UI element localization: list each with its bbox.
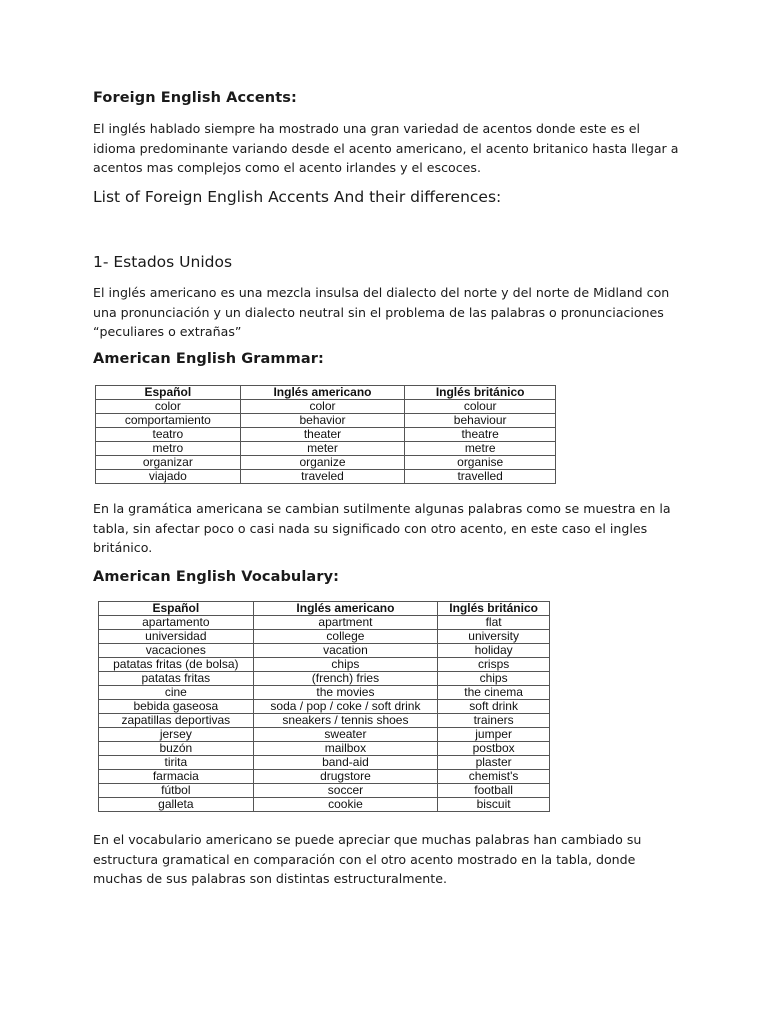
- table-cell: zapatillas deportivas: [99, 714, 254, 728]
- table-cell: theater: [240, 428, 405, 442]
- column-header: Inglés americano: [253, 602, 438, 616]
- table-cell: color: [96, 400, 241, 414]
- table-cell: chemist's: [438, 770, 550, 784]
- table-row: [99, 700, 550, 714]
- table-cell: universidad: [99, 630, 254, 644]
- table-cell: organizar: [96, 456, 241, 470]
- table-cell: college: [253, 630, 438, 644]
- table-cell: patatas fritas (de bolsa): [99, 658, 254, 672]
- section-paragraph: El inglés americano es una mezcla insulsa del dialecto del norte y del norte de Midland con una pronunciación y un dialecto neutral sin el problema de las palabras o pronunciaciones “peculiares o extrañas”: [93, 285, 670, 339]
- table-row: [99, 770, 550, 784]
- vocabulary-paragraph: En el vocabulario americano se puede apreciar que muchas palabras han cambiado su estructura gramatical en comparación con el otro acento mostrado en la tabla, donde muchas de sus palabras son distintas estructuralmente.: [93, 832, 642, 886]
- table-row: [96, 470, 556, 484]
- table-cell: viajado: [96, 470, 241, 484]
- table-cell: travelled: [405, 470, 556, 484]
- table-row: [99, 616, 550, 630]
- table-cell: the movies: [253, 686, 438, 700]
- table-row: [99, 644, 550, 658]
- column-header: Inglés británico: [405, 386, 556, 400]
- table-row: [99, 798, 550, 812]
- table-cell: patatas fritas: [99, 672, 254, 686]
- table-cell: drugstore: [253, 770, 438, 784]
- table-cell: soccer: [253, 784, 438, 798]
- column-header: Español: [99, 602, 254, 616]
- grammar-table-header: [96, 386, 556, 400]
- section-title-estados-unidos: 1- Estados Unidos: [93, 253, 233, 271]
- table-cell: soft drink: [438, 700, 550, 714]
- page-title: Foreign English Accents:: [93, 90, 297, 106]
- table-cell: band-aid: [253, 756, 438, 770]
- table-cell: behaviour: [405, 414, 556, 428]
- table-cell: chips: [438, 672, 550, 686]
- table-cell: soda / pop / coke / soft drink: [253, 700, 438, 714]
- table-cell: flat: [438, 616, 550, 630]
- table-cell: football: [438, 784, 550, 798]
- grammar-table: [95, 385, 556, 484]
- table-cell: cine: [99, 686, 254, 700]
- table-row: [96, 414, 556, 428]
- table-row: [96, 456, 556, 470]
- table-cell: theatre: [405, 428, 556, 442]
- table-cell: biscuit: [438, 798, 550, 812]
- column-header: Inglés americano: [240, 386, 405, 400]
- table-cell: traveled: [240, 470, 405, 484]
- table-cell: apartment: [253, 616, 438, 630]
- table-cell: metre: [405, 442, 556, 456]
- table-cell: color: [240, 400, 405, 414]
- table-cell: holiday: [438, 644, 550, 658]
- table-cell: jumper: [438, 728, 550, 742]
- table-cell: trainers: [438, 714, 550, 728]
- grammar-paragraph: En la gramática americana se cambian sutilmente algunas palabras como se muestra en la tabla, sin afectar poco o casi nada su significado con otro acento, en este caso el ingles británico.: [93, 501, 671, 555]
- table-cell: the cinema: [438, 686, 550, 700]
- table-row: [96, 400, 556, 414]
- table-cell: vacation: [253, 644, 438, 658]
- table-cell: postbox: [438, 742, 550, 756]
- table-cell: vacaciones: [99, 644, 254, 658]
- table-row: [99, 658, 550, 672]
- table-row: [96, 442, 556, 456]
- table-cell: tirita: [99, 756, 254, 770]
- column-header: Español: [96, 386, 241, 400]
- table-cell: organize: [240, 456, 405, 470]
- table-cell: fútbol: [99, 784, 254, 798]
- table-cell: meter: [240, 442, 405, 456]
- table-cell: behavior: [240, 414, 405, 428]
- table-cell: mailbox: [253, 742, 438, 756]
- table-cell: colour: [405, 400, 556, 414]
- vocabulary-table: [98, 601, 550, 812]
- column-header: Inglés británico: [438, 602, 550, 616]
- table-cell: organise: [405, 456, 556, 470]
- table-cell: farmacia: [99, 770, 254, 784]
- table-cell: sweater: [253, 728, 438, 742]
- table-cell: sneakers / tennis shoes: [253, 714, 438, 728]
- vocabulary-table-header: [99, 602, 550, 616]
- table-row: [96, 428, 556, 442]
- table-cell: apartamento: [99, 616, 254, 630]
- table-cell: cookie: [253, 798, 438, 812]
- vocabulary-heading: American English Vocabulary:: [93, 569, 340, 585]
- table-row: [99, 756, 550, 770]
- table-cell: buzón: [99, 742, 254, 756]
- table-cell: jersey: [99, 728, 254, 742]
- table-cell: teatro: [96, 428, 241, 442]
- table-cell: comportamiento: [96, 414, 241, 428]
- table-row: [99, 672, 550, 686]
- table-row: [99, 742, 550, 756]
- table-cell: (french) fries: [253, 672, 438, 686]
- table-cell: crisps: [438, 658, 550, 672]
- table-row: [99, 728, 550, 742]
- table-cell: galleta: [99, 798, 254, 812]
- table-row: [99, 686, 550, 700]
- grammar-heading: American English Grammar:: [93, 351, 324, 367]
- table-row: [99, 630, 550, 644]
- table-row: [99, 714, 550, 728]
- table-cell: bebida gaseosa: [99, 700, 254, 714]
- table-cell: metro: [96, 442, 241, 456]
- table-cell: chips: [253, 658, 438, 672]
- list-heading: List of Foreign English Accents And their differences:: [93, 188, 502, 206]
- intro-paragraph: El inglés hablado siempre ha mostrado una gran variedad de acentos donde este es el idioma predominante variando desde el acento americano, el acento britanico hasta llegar a acentos mas complejos como el acento irlandes y el escoces.: [93, 121, 679, 175]
- table-cell: university: [438, 630, 550, 644]
- table-row: [99, 784, 550, 798]
- table-cell: plaster: [438, 756, 550, 770]
